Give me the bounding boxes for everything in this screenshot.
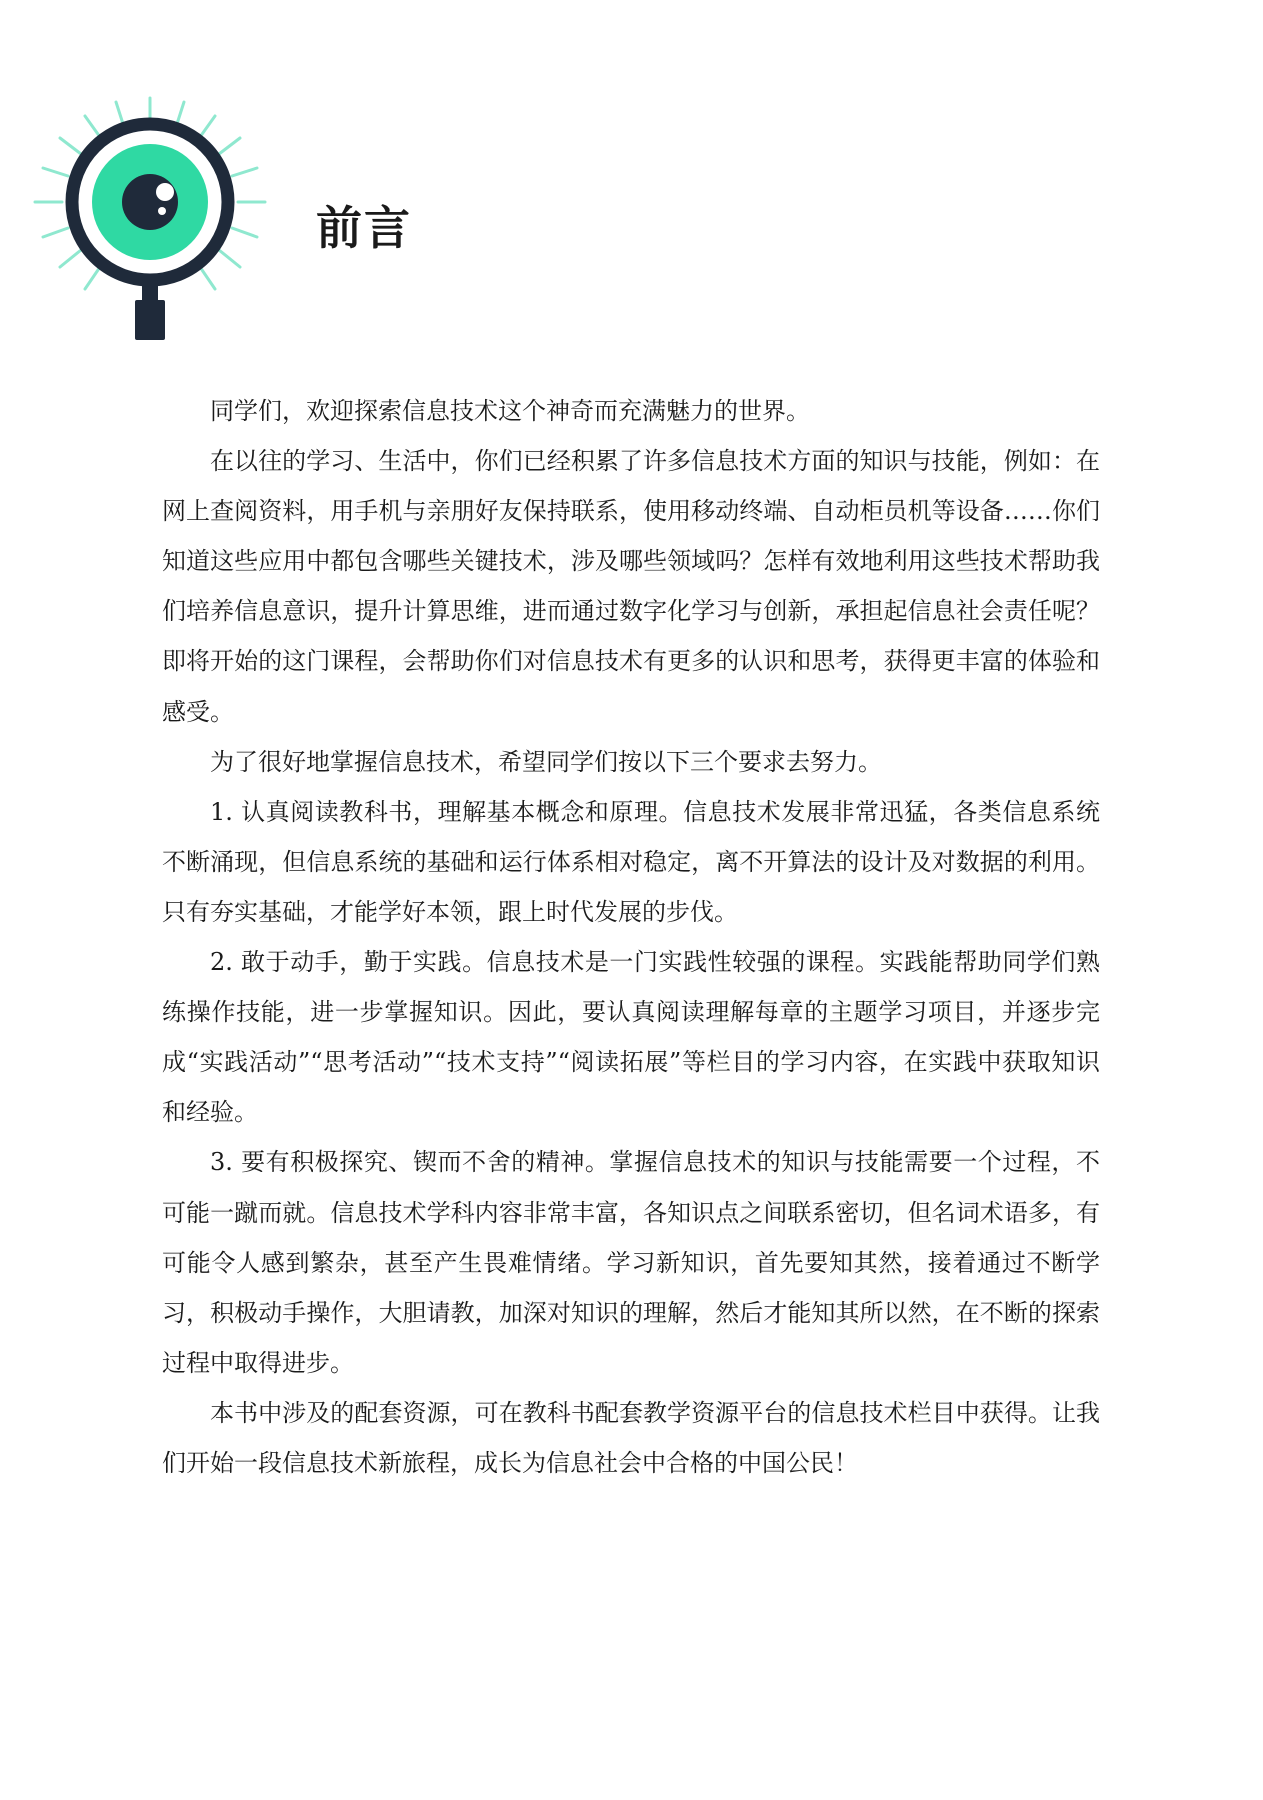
emblem <box>10 72 300 372</box>
page-title: 前言 <box>316 201 412 255</box>
paragraph: 为了很好地掌握信息技术，希望同学们按以下三个要求去努力。 <box>210 747 882 776</box>
paragraph: 同学们，欢迎探索信息技术这个神奇而充满魅力的世界。 <box>210 397 810 425</box>
body-text <box>162 386 1100 1488</box>
paragraph: 本书中涉及的配套资源，可在教科书配套教学资源平台的信息技术栏目中获得。让我们开始一段信息技术新旅程，成长为信息社会中合格的中国公民！ <box>162 1398 1100 1477</box>
paragraph: 3. 要有积极探究、锲而不舍的精神。掌握信息技术的知识与技能需要一个过程，不可能一蹴而就。信息技术学科内容非常丰富，各知识点之间联系密切，但名词术语多，有可能令人感到繁杂，甚至产生畏难情绪。学习新知识，首先要知其然，接着通过不断学习，积极动手操作，大胆请教，加深对知识的理解，然后才能知其所以然，在不断的探索过程中取得进步。 <box>162 1148 1100 1377</box>
paragraph: 2. 敢于动手，勤于实践。信息技术是一门实践性较强的课程。实践能帮助同学们熟练操作技能，进一步掌握知识。因此，要认真阅读理解每章的主题学习项目，并逐步完成“实践活动”“思考活动”“技术支持”“阅读拓展”等栏目的学习内容，在实践中获取知识和经验。 <box>162 948 1100 1127</box>
magnifier-eye-icon <box>10 72 300 372</box>
paragraph: 在以往的学习、生活中，你们已经积累了许多信息技术方面的知识与技能，例如：在网上查阅资料，用手机与亲朋好友保持联系，使用移动终端、自动柜员机等设备……你们知道这些应用中都包含哪些关键技术，涉及哪些领域吗？怎样有效地利用这些技术帮助我们培养信息意识，提升计算思维，进而通过数字化学习与创新，承担起信息社会责任呢？即将开始的这门课程，会帮助你们对信息技术有更多的认识和思考，获得更丰富的体验和感受。 <box>162 447 1100 726</box>
paragraph: 1. 认真阅读教科书，理解基本概念和原理。信息技术发展非常迅猛，各类信息系统不断涌现，但信息系统的基础和运行体系相对稳定，离不开算法的设计及对数据的利用。只有夯实基础，才能学好本领，跟上时代发展的步伐。 <box>162 797 1100 926</box>
